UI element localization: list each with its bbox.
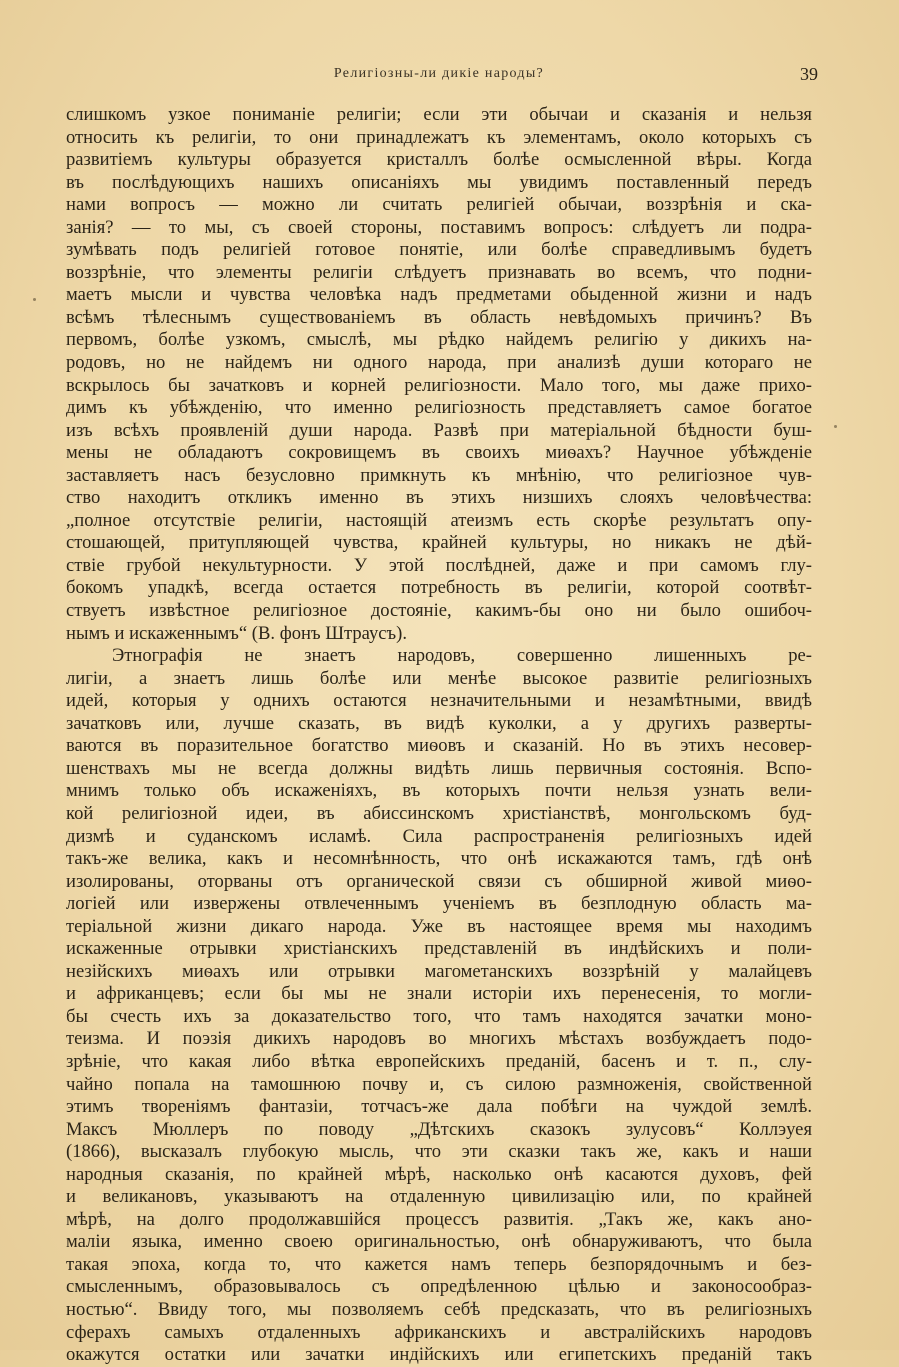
text-line: сферахъ самыхъ отдаленныхъ африканскихъ и австралійскихъ народовъ <box>66 1321 812 1343</box>
text-line: (1866), высказалъ глубокую мысль, что эти сказки такъ же, какъ и наши <box>66 1141 812 1163</box>
text-line: стошающей, притупляющей чувства, крайней культуры, но никакъ не дѣй- <box>66 532 812 554</box>
text-line: вскрылось бы зачатковъ и корней религіозности. Мало того, мы даже прихо- <box>66 374 812 396</box>
text-line: чайно попала на тамошнюю почву и, съ силою размноженія, свойственной <box>66 1073 812 1095</box>
text-line: Максъ Мюллеръ по поводу „Дѣтскихъ сказокъ зулусовъ“ Коллэуея <box>66 1118 812 1140</box>
text-line: теизма. И поэзія дикихъ народовъ во многихъ мѣстахъ возбуждаетъ подо- <box>66 1028 812 1050</box>
text-line: искаженные отрывки христіанскихъ представленій въ индѣйскихъ и поли- <box>66 938 812 960</box>
paragraph <box>66 645 812 1367</box>
paper-speck-mark <box>834 425 837 428</box>
text-line: кой религіозной идеи, въ абиссинскомъ христіанствѣ, монгольскомъ буд- <box>66 802 812 824</box>
text-line: мены не обладаютъ сокровищемъ въ своихъ миѳахъ? Научное убѣжденіе <box>66 442 812 464</box>
text-line: слишкомъ узкое пониманіе религіи; если эти обычаи и сказанія и нельзя <box>66 104 812 125</box>
text-line: въ послѣдующихъ нашихъ описаніяхъ мы увидимъ поставленный передъ <box>66 171 812 193</box>
text-line: воззрѣніе, что элементы религіи слѣдуетъ признавать во всемъ, что подни- <box>66 261 812 283</box>
text-line: маетъ мысли и чувства человѣка надъ предметами обыденной жизни и надъ <box>66 284 812 306</box>
text-line: зрѣніе, что какая либо вѣтка европейскихъ преданій, басенъ и т. п., слу- <box>66 1050 812 1072</box>
text-line: шенствахъ мы не всегда должны видѣть лишь первичныя состоянія. Вспо- <box>66 757 812 779</box>
text-line: зачатковъ или, лучше сказать, въ видѣ куколки, а у другихъ разверты- <box>66 712 812 734</box>
text-line: ваются въ поразительное богатство миѳовъ и сказаній. Но въ этихъ несовер- <box>66 735 812 757</box>
text-line: такъ-же велика, какъ и несомнѣнность, что онѣ искажаются тамъ, гдѣ онѣ <box>66 848 812 870</box>
text-line: народныя сказанія, по крайней мѣрѣ, насколько онѣ касаются духовъ, фей <box>66 1163 812 1185</box>
text-line: дизмѣ и суданскомъ исламѣ. Сила распространенія религіозныхъ идей <box>66 825 812 847</box>
text-line: теріальной жизни дикаго народа. Уже въ настоящее время мы находимъ <box>66 915 812 937</box>
paper-speck-mark <box>33 298 36 301</box>
running-title: Религіозны-ли дикіе народы? <box>333 66 545 81</box>
text-line: родовъ, но не найдемъ ни одного народа, при анализѣ души котораго не <box>66 352 812 374</box>
text-line: и великановъ, указываютъ на отдаленную цивилизацію или, по крайней <box>66 1186 812 1208</box>
text-line: смысленнымъ, образовывалось съ опредѣленною цѣлью и законосообраз- <box>66 1276 812 1298</box>
text-line: ностью“. Ввиду того, мы позволяемъ себѣ предсказать, что въ религіозныхъ <box>66 1298 812 1320</box>
text-line: всѣмъ тѣлеснымъ существованіемъ въ область невѣдомыхъ причинъ? Въ <box>66 306 812 328</box>
text-line: незійскихъ миѳахъ или отрывки магометанскихъ воззрѣній у малайцевъ <box>66 960 812 982</box>
text-line: окажутся остатки или зачатки индійскихъ или египетскихъ преданій такъ <box>66 1344 812 1366</box>
text-line: логіей или извержены отвлеченнымъ ученіемъ въ безплодную область ма- <box>66 893 812 915</box>
page-number: 39 <box>800 64 818 84</box>
text-line: маліи языка, именно своею оригинальностью, онѣ обнаруживаютъ, что была <box>66 1231 812 1253</box>
text-line: изолированы, оторваны отъ органической связи съ обширной живой миѳо- <box>66 870 812 892</box>
text-line: Этнографія не знаетъ народовъ, совершенно лишенныхъ ре- <box>112 645 812 667</box>
text-line: нымъ и искаженнымъ“ (В. фонъ Штраусъ). <box>66 622 407 644</box>
running-header <box>66 64 818 92</box>
text-line: развитіемъ культуры образуется кристаллъ болѣе осмысленной вѣры. Когда <box>66 149 812 171</box>
text-line: первомъ, болѣе узкомъ, смыслѣ, мы рѣдко найдемъ религію у дикихъ на- <box>66 329 812 351</box>
text-line: этимъ твореніямъ фантазіи, тотчасъ-же дала побѣги на чуждой землѣ. <box>66 1096 812 1118</box>
paragraph <box>66 104 812 645</box>
text-line: такая эпоха, когда то, что кажется намъ теперь безпорядочнымъ и без- <box>66 1253 812 1275</box>
text-line: мѣрѣ, на долго продолжавшійся процессъ развитія. „Такъ же, какъ ано- <box>66 1208 812 1230</box>
text-line: лигіи, а знаетъ лишь болѣе или менѣе высокое развитіе религіозныхъ <box>66 667 812 689</box>
text-line: и африканцевъ; если бы мы не знали исторіи ихъ перенесенія, то могли- <box>66 983 812 1005</box>
text-line: ствіе грубой некультурности. У этой послѣдней, даже и при самомъ глу- <box>66 554 812 576</box>
body-text <box>66 104 812 1367</box>
text-line: относить къ религіи, то они принадлежатъ къ элементамъ, около которыхъ съ <box>66 126 812 148</box>
text-line: зумѣвать подъ религіей готовое понятіе, или болѣе справедливымъ будетъ <box>66 239 812 261</box>
text-line: изъ всѣхъ проявленій души народа. Развѣ при матеріальной бѣдности буш- <box>66 419 812 441</box>
text-line: занія? — то мы, съ своей стороны, поставимъ вопросъ: слѣдуетъ ли подра- <box>66 216 812 238</box>
text-line: бокомъ упадкѣ, всегда остается потребность въ религіи, которой соотвѣт- <box>66 577 812 599</box>
text-line: ство находитъ откликъ именно въ этихъ низшихъ слояхъ человѣчества: <box>66 487 812 509</box>
text-line: „полное отсутствіе религіи, настоящій атеизмъ есть скорѣе результатъ опу- <box>66 509 812 531</box>
text-line: заставляетъ насъ безусловно примкнуть къ мнѣнію, что религіозное чув- <box>66 464 812 486</box>
text-line: нами вопросъ — можно ли считать религіей обычаи, воззрѣнія и ска- <box>66 194 812 216</box>
text-line: ствуетъ извѣстное религіозное достояніе, какимъ-бы оно ни было ошибоч- <box>66 600 812 622</box>
text-line: мнимъ только объ искаженіяхъ, въ которыхъ почти нельзя узнать вели- <box>66 780 812 802</box>
text-line: димъ къ убѣжденію, что именно религіозность представляетъ самое богатое <box>66 397 812 419</box>
text-line: идей, которыя у однихъ остаются незначительными и незамѣтными, ввидѣ <box>66 690 812 712</box>
text-line: бы счесть ихъ за доказательство того, что тамъ находятся зачатки моно- <box>66 1005 812 1027</box>
